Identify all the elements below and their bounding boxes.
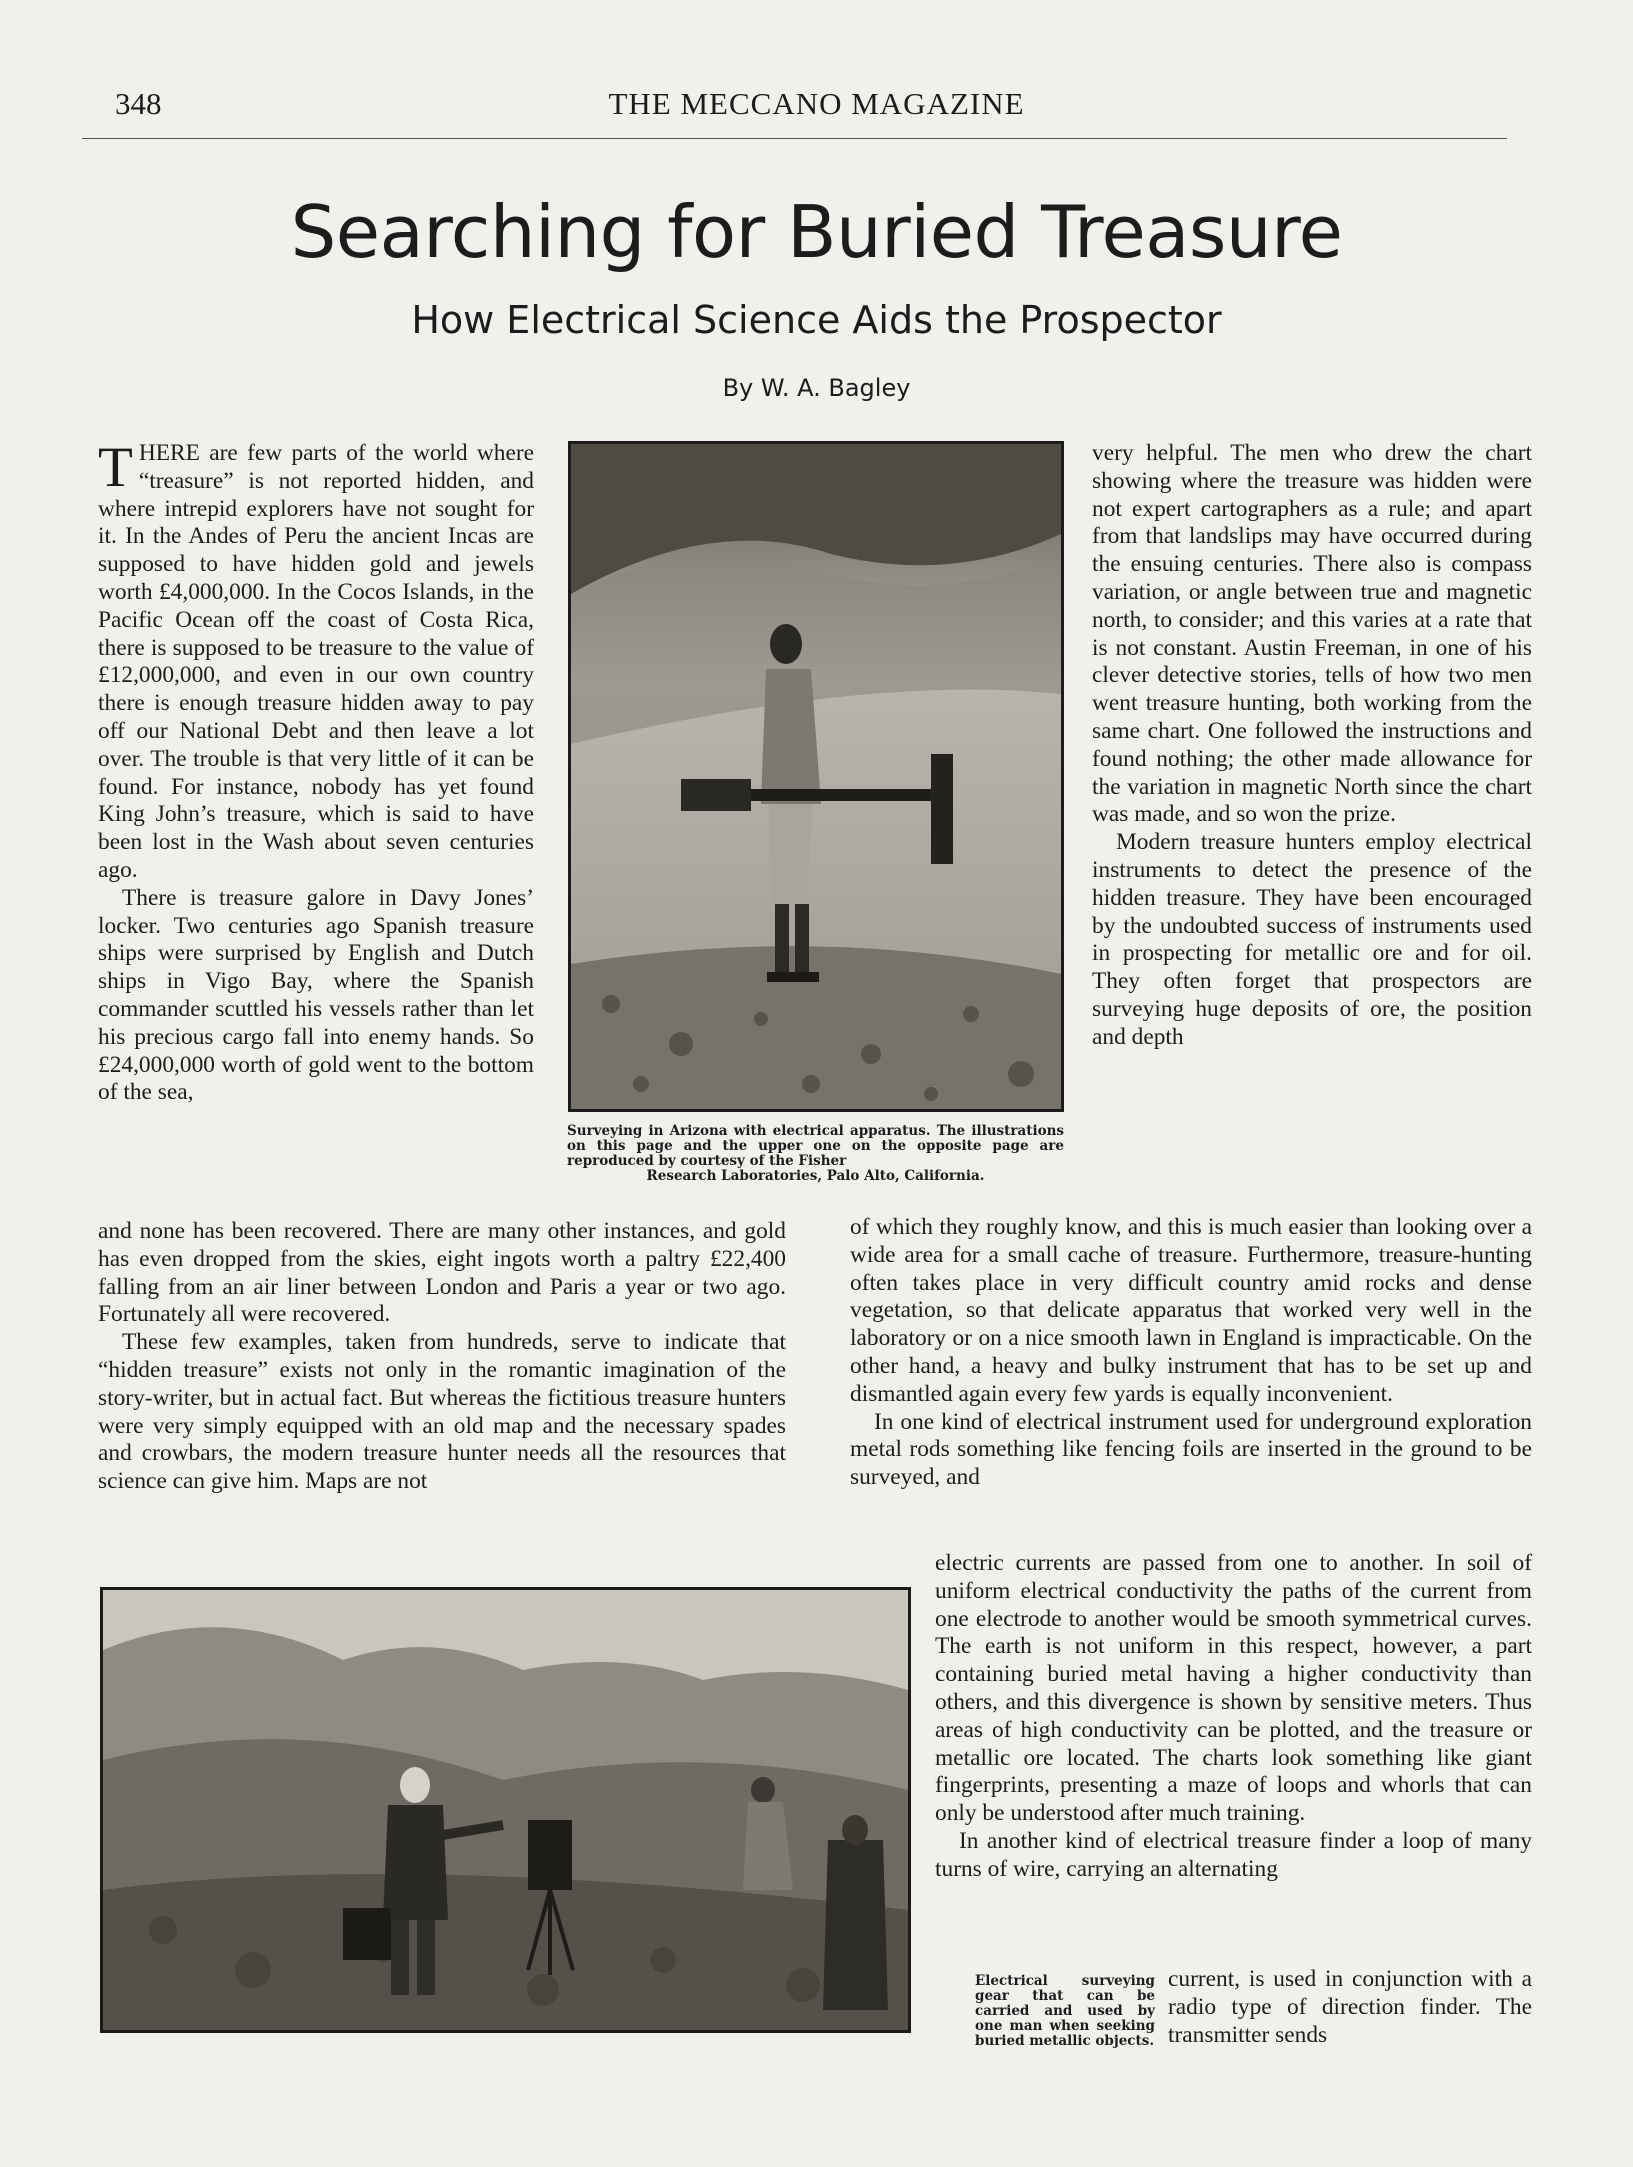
paragraph: There is treasure galore in Davy Jones’ locker. Two centuries ago Spanish treasure ships were surprised by English and Dutch ships in Vigo Bay, where the Spanish commander scuttled his vessels rather than let his precious cargo fall into enemy hands. So £24,000,000 worth of gold went to the bottom of the sea,: [98, 884, 534, 1106]
left-column-bottom: [98, 1218, 786, 1496]
right-column-mid: [850, 1214, 1532, 1492]
right-column-lower: [935, 1550, 1532, 1884]
left-column-top: [98, 436, 534, 1107]
page-number: 348: [115, 86, 162, 121]
right-column-tail: [1168, 1966, 1532, 2049]
paragraph: electric currents are passed from one to another. In soil of uniform electrical conductivity the paths of the current from one electrode to another would be smooth symmetrical curves. The earth is not uniform in this respect, however, a part containing buried metal having a higher conductivity than others, and this divergence is shown by sensitive meters. Thus areas of high conductivity can be plotted, and the treasure or metallic ore located. The charts look something like giant fingerprints, presenting a maze of loops and whorls that can only be understood after much training.: [935, 1550, 1532, 1827]
paragraph-text: HERE are few parts of the world where “treasure” is not reported hidden, and where intrepid explorers have not sought for it. In the Andes of Peru the ancient Incas are supposed to have hidden gold and jewels worth £4,000,000. In the Cocos Islands, in the Pacific Ocean off the coast of Costa Rica, there is supposed to be treasure to the value of £12,000,000, and even in our own country there is enough treasure hidden away to pay off our National Debt and then leave a lot over. The trouble is that very little of it can be found. For instance, nobody has yet found King John’s treasure, which is said to have been lost in the Wash about seven centuries ago.: [98, 440, 534, 883]
paragraph: of which they roughly know, and this is much easier than looking over a wide area for a small cache of treasure. Furthermore, treasure-hunting often takes place in very difficult country amid rocks and dense vegetation, so that delicate apparatus that worked very well in the laboratory or on a nice smooth lawn in England is impracticable. On the other hand, a heavy and bulky instrument that has to be set up and dismantled again every few yards is equally inconvenient.: [850, 1214, 1532, 1407]
byline: By W. A. Bagley: [722, 374, 911, 402]
paragraph: current, is used in conjunction with a radio type of direction finder. The transmitter sends: [1168, 1966, 1532, 2048]
photo-surveying-gear-image: [103, 1590, 908, 2030]
photo-caption-1: [567, 1124, 1064, 1184]
paragraph: [98, 436, 534, 885]
paragraph: These few examples, taken from hundreds, serve to indicate that “hidden treasure” exists not only in the romantic imagination of the story-writer, but in actual fact. But whereas the fictitious treasure hunters were very simply equipped with an old map and the necessary spades and crowbars, the modern treasure hunter needs all the resources that science can give him. Maps are not: [98, 1329, 786, 1495]
photo-surveying-gear: [100, 1587, 911, 2033]
article-title: Searching for Buried Treasure: [290, 190, 1343, 274]
running-head: THE MECCANO MAGAZINE: [608, 86, 1025, 121]
paragraph: and none has been recovered. There are many other instances, and gold has even dropped from the skies, eight ingots worth a paltry £22,400 falling from an air liner between London and Paris a year or two ago. Fortunately all were recovered.: [98, 1218, 786, 1328]
paragraph: In one kind of electrical instrument used for underground exploration metal rods something like fencing foils are inserted in the ground to be surveyed, and: [850, 1408, 1532, 1491]
article-subtitle: How Electrical Science Aids the Prospector: [411, 298, 1222, 342]
paragraph: Modern treasure hunters employ electrical instruments to detect the presence of the hidden treasure. They have been encouraged by the undoubted success of instruments used in prospecting for metallic ore and for oil. They often forget that prospectors are surveying huge deposits of ore, the position and depth: [1092, 829, 1532, 1050]
photo-surveying-arizona: [568, 441, 1064, 1112]
photo-surveying-arizona-image: [571, 444, 1061, 1109]
caption-text: Research Laboratories, Palo Alto, California.: [646, 1168, 985, 1184]
header-rule: [82, 138, 1507, 139]
paragraph: very helpful. The men who drew the chart showing where the treasure was hidden were not expert cartographers as a rule; and apart from that landslips may have occurred during the ensuing centuries. There also is compass variation, or angle between true and magnetic north, to consider; and this varies at a rate that is not constant. Austin Freeman, in one of his clever detective stories, tells of how two men went treasure hunting, both working from the same chart. One followed the instructions and found nothing; the other made allowance for the variation in magnetic North since the chart was made, and so won the prize.: [1092, 440, 1532, 828]
photo-caption-2: Electrical surveying gear that can be carried and used by one man when seeking buried metallic objects.: [975, 1973, 1155, 2049]
caption-text: Surveying in Arizona with electrical apparatus. The illustrations on this page and the upper one on the opposite page are reproduced by courtesy of the Fisher: [567, 1123, 1064, 1169]
right-column-top: [1092, 440, 1532, 1052]
drop-cap: T: [98, 436, 133, 499]
paragraph: In another kind of electrical treasure finder a loop of many turns of wire, carrying an alternating: [935, 1827, 1532, 1882]
